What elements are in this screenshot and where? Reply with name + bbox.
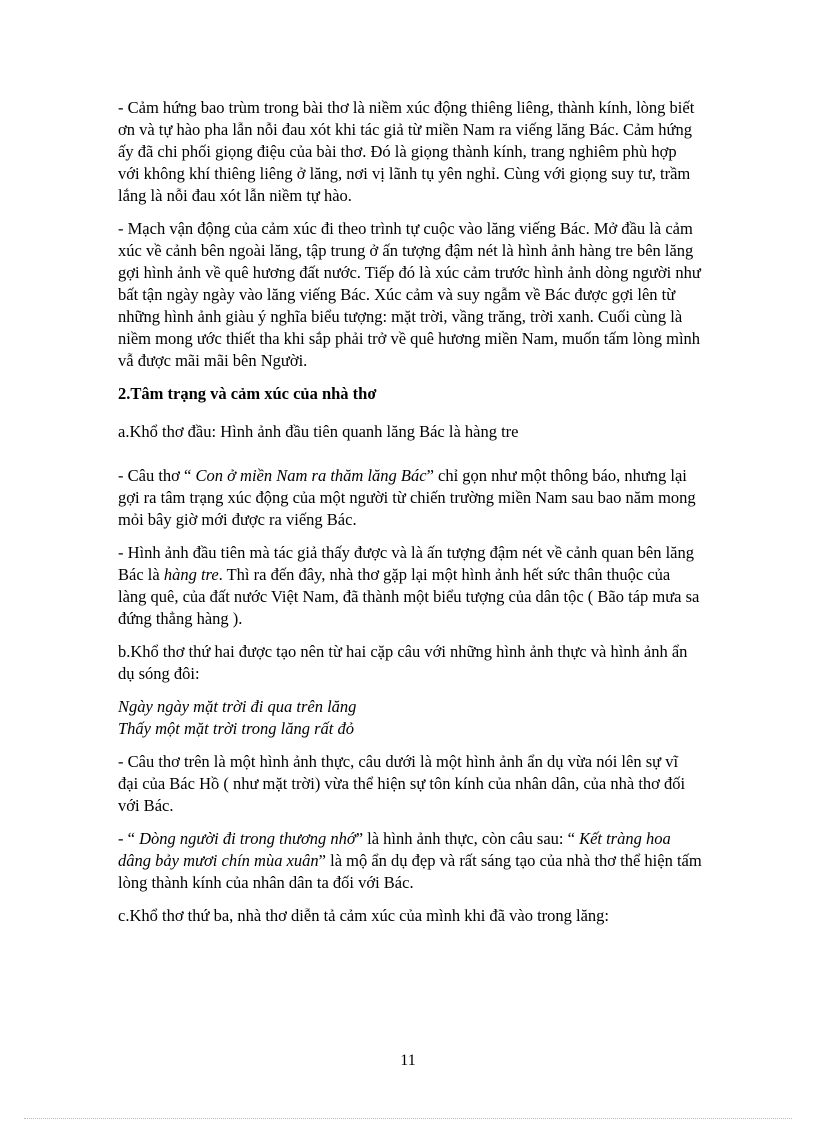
poem-excerpt — [118, 696, 702, 740]
subsection-b-heading: b.Khổ thơ thứ hai được tạo nên từ hai cặp câu với những hình ảnh thực và hình ảnh ẩn dụ sóng đôi: — [118, 642, 688, 683]
subsection-a-heading: a.Khổ thơ đầu: Hình ảnh đầu tiên quanh lăng Bác là hàng tre — [118, 422, 519, 441]
paragraph-emotion-flow: - Mạch vận động của cảm xúc đi theo trình tự cuộc vào lăng viếng Bác. Mở đầu là cảm xúc về cảnh bên ngoài lăng, tập trung ở ấn tượng đậm nét là hình ảnh hàng tre bên lăng gợi hình ảnh về quê hương đất nước. Tiếp đó là xúc cảm trước hình ảnh dòng người như bất tận ngày ngày vào lăng viếng Bác. Xúc cảm và suy ngẫm về Bác được gợi lên từ những hình ảnh giàu ý nghĩa biểu tượng: mặt trời, vầng trăng, trời xanh. Cuối cùng là niềm mong ước thiết tha khi sắp phải trở về quê hương miền Nam, muốn tấm lòng mình vẫ được mãi mãi bên Người. — [118, 219, 701, 370]
quote-con-o-mien-nam: Con ở miền Nam ra thăm lăng Bác — [195, 466, 427, 485]
paragraph-sun-metaphor: - Câu thơ trên là một hình ảnh thực, câu dưới là một hình ảnh ẩn dụ vừa nói lên sự vĩ đại của Bác Hồ ( như mặt trời) vừa thể hiện sự tôn kính của nhân dân, của nhà thơ đối với Bác. — [118, 752, 686, 815]
quote-ket-trang-hoa: Kết tràng hoa dâng bảy mươi chín mùa xuân — [118, 829, 671, 870]
paragraph-stream-of-people: - “ Dòng người đi trong thương nhớ” là hình ảnh thực, còn câu sau: “ Kết tràng hoa dâng bảy mươi chín mùa xuân” là mộ ẩn dụ đẹp và rất sáng tạo của nhà thơ thể hiện tấm lòng thành kính của nhân dân ta đối với Bác. — [118, 829, 702, 892]
quote-dong-nguoi: Dòng người đi trong thương nhớ — [139, 829, 356, 848]
paragraph-bamboo-row: - Hình ảnh đầu tiên mà tác giả thấy được và là ấn tượng đậm nét về cảnh quan bên lăng Bác là hàng tre. Thì ra đến đây, nhà thơ gặp lại một hình ảnh hết sức thân thuộc của làng quê, của đất nước Việt Nam, đã thành một biểu tượng của dân tộc ( Bão táp mưa sa đứng thẳng hàng ). — [118, 543, 700, 628]
subsection-c-heading: c.Khổ thơ thứ ba, nhà thơ diễn tả cảm xúc của mình khi đã vào trong lăng: — [118, 906, 610, 925]
section-heading-2: 2.Tâm trạng và cảm xúc của nhà thơ — [118, 384, 377, 403]
page-number: 11 — [400, 1052, 416, 1069]
emphasis-hang-tre: hàng tre — [163, 565, 219, 584]
page-bottom-divider — [24, 1118, 792, 1119]
document-body — [118, 97, 702, 938]
poem-line-1: Ngày ngày mặt trời đi qua trên lăng — [118, 697, 357, 716]
paragraph-first-line: - Câu thơ “ Con ở miền Nam ra thăm lăng Bác” chỉ gọn như một thông báo, nhưng lại gợi ra tâm trạng xúc động của một người từ chiến trường miền Nam sau bao năm mong mỏi bây giờ mới được ra viếng Bác. — [118, 466, 696, 529]
paragraph-inspiration: - Cảm hứng bao trùm trong bài thơ là niềm xúc động thiêng liêng, thành kính, lòng biết ơn và tự hào pha lẫn nỗi đau xót khi tác giả từ miền Nam ra viếng lăng Bác. Cảm hứng ấy đã chi phối giọng điệu của bài thơ. Đó là giọng thành kính, trang nghiêm phù hợp với không khí thiêng liêng ở lăng, nơi vị lãnh tụ yên nghỉ. Cùng với giọng suy tư, trầm lắng là nỗi đau xót lẫn niềm tự hào. — [118, 98, 695, 205]
poem-line-2: Thấy một mặt trời trong lăng rất đỏ — [118, 719, 355, 738]
